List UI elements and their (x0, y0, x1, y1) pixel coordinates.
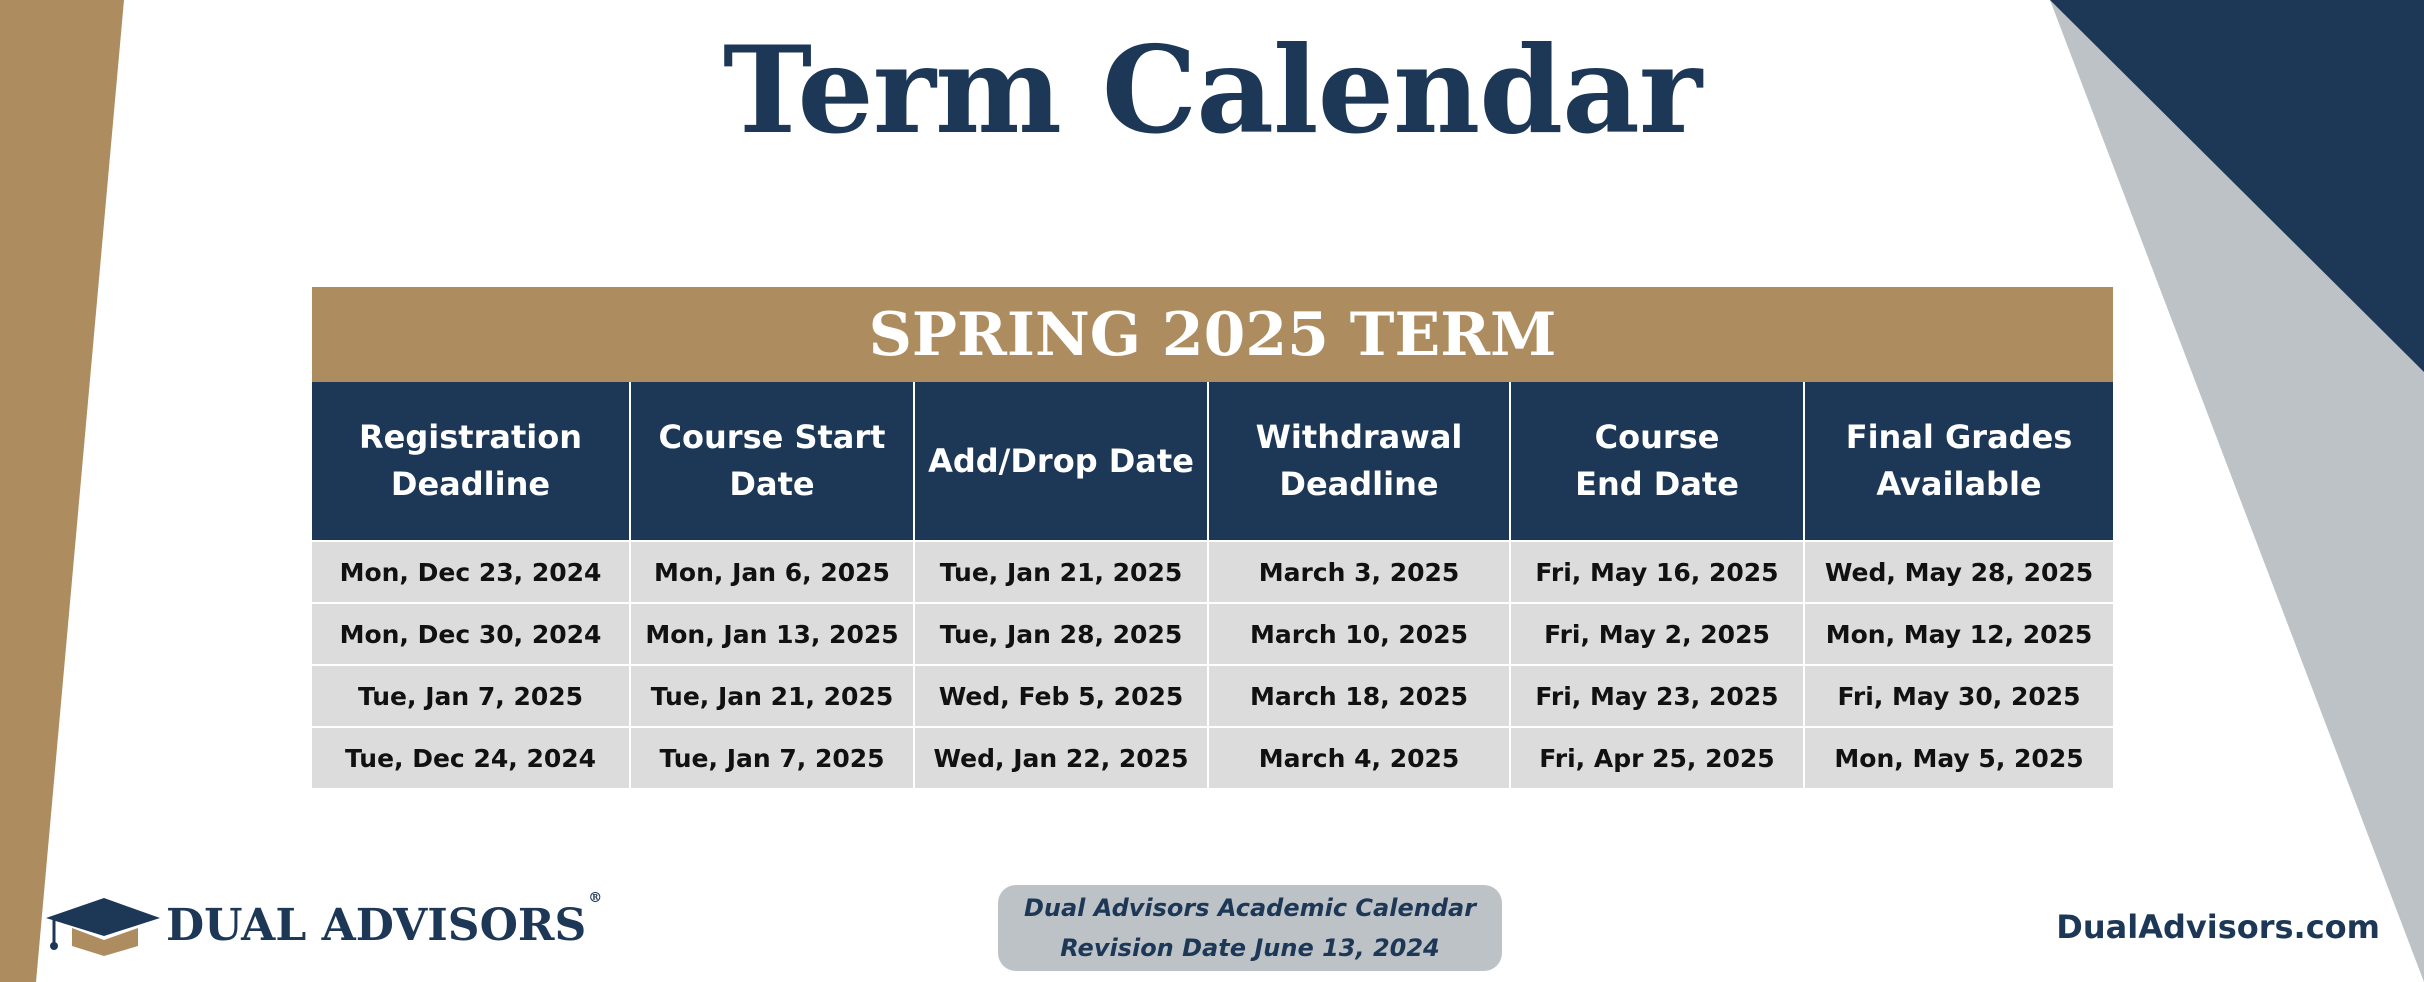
revision-date: Revision Date June 13, 2024 (1060, 934, 1440, 962)
table-row (312, 603, 2113, 665)
website-link[interactable]: DualAdvisors.com (2056, 908, 2380, 946)
table-cell: Fri, Apr 25, 2025 (1510, 727, 1804, 788)
table-cell: Fri, May 23, 2025 (1510, 665, 1804, 727)
table-cell: Mon, Jan 6, 2025 (630, 541, 914, 603)
table-cell: Wed, Feb 5, 2025 (914, 665, 1208, 727)
table-cell: Fri, May 30, 2025 (1804, 665, 2113, 727)
column-header-withdrawal-deadline: Withdrawal Deadline (1208, 382, 1510, 541)
table-cell: Wed, Jan 22, 2025 (914, 727, 1208, 788)
term-calendar-table (312, 287, 2113, 788)
table-cell: Mon, Dec 23, 2024 (312, 541, 630, 603)
graduation-cap-icon (44, 894, 162, 956)
table-cell: Fri, May 2, 2025 (1510, 603, 1804, 665)
column-header-course-end-date: Course End Date (1510, 382, 1804, 541)
column-header-add-drop-date: Add/Drop Date (914, 382, 1208, 541)
table-cell: March 10, 2025 (1208, 603, 1510, 665)
table-cell: Wed, May 28, 2025 (1804, 541, 2113, 603)
registered-mark: ® (588, 889, 603, 906)
table-cell: Tue, Jan 21, 2025 (630, 665, 914, 727)
table-cell: March 4, 2025 (1208, 727, 1510, 788)
table-cell: March 3, 2025 (1208, 541, 1510, 603)
table-cell: Mon, Jan 13, 2025 (630, 603, 914, 665)
table-row (312, 727, 2113, 788)
table-cell: Tue, Jan 7, 2025 (312, 665, 630, 727)
table-cell: Tue, Jan 21, 2025 (914, 541, 1208, 603)
table-cell: Tue, Jan 7, 2025 (630, 727, 914, 788)
term-banner: SPRING 2025 TERM (312, 287, 2113, 382)
table-cell: Mon, Dec 30, 2024 (312, 603, 630, 665)
calendar-name: Dual Advisors Academic Calendar (1023, 894, 1477, 922)
table-cell: Mon, May 5, 2025 (1804, 727, 2113, 788)
table-cell: Mon, May 12, 2025 (1804, 603, 2113, 665)
table-cell: Tue, Dec 24, 2024 (312, 727, 630, 788)
column-header-final-grades-available: Final Grades Available (1804, 382, 2113, 541)
dual-advisors-logo (44, 890, 602, 960)
column-header-course-start-date: Course Start Date (630, 382, 914, 541)
column-header-registration-deadline: Registration Deadline (312, 382, 630, 541)
revision-info-box (998, 885, 1502, 971)
table-row (312, 665, 2113, 727)
table-cell: March 18, 2025 (1208, 665, 1510, 727)
logo-text: DUAL ADVISORS® (166, 889, 603, 951)
table-cell: Fri, May 16, 2025 (1510, 541, 1804, 603)
table-row (312, 541, 2113, 603)
table-cell: Tue, Jan 28, 2025 (914, 603, 1208, 665)
page-title: Term Calendar (722, 20, 1702, 161)
